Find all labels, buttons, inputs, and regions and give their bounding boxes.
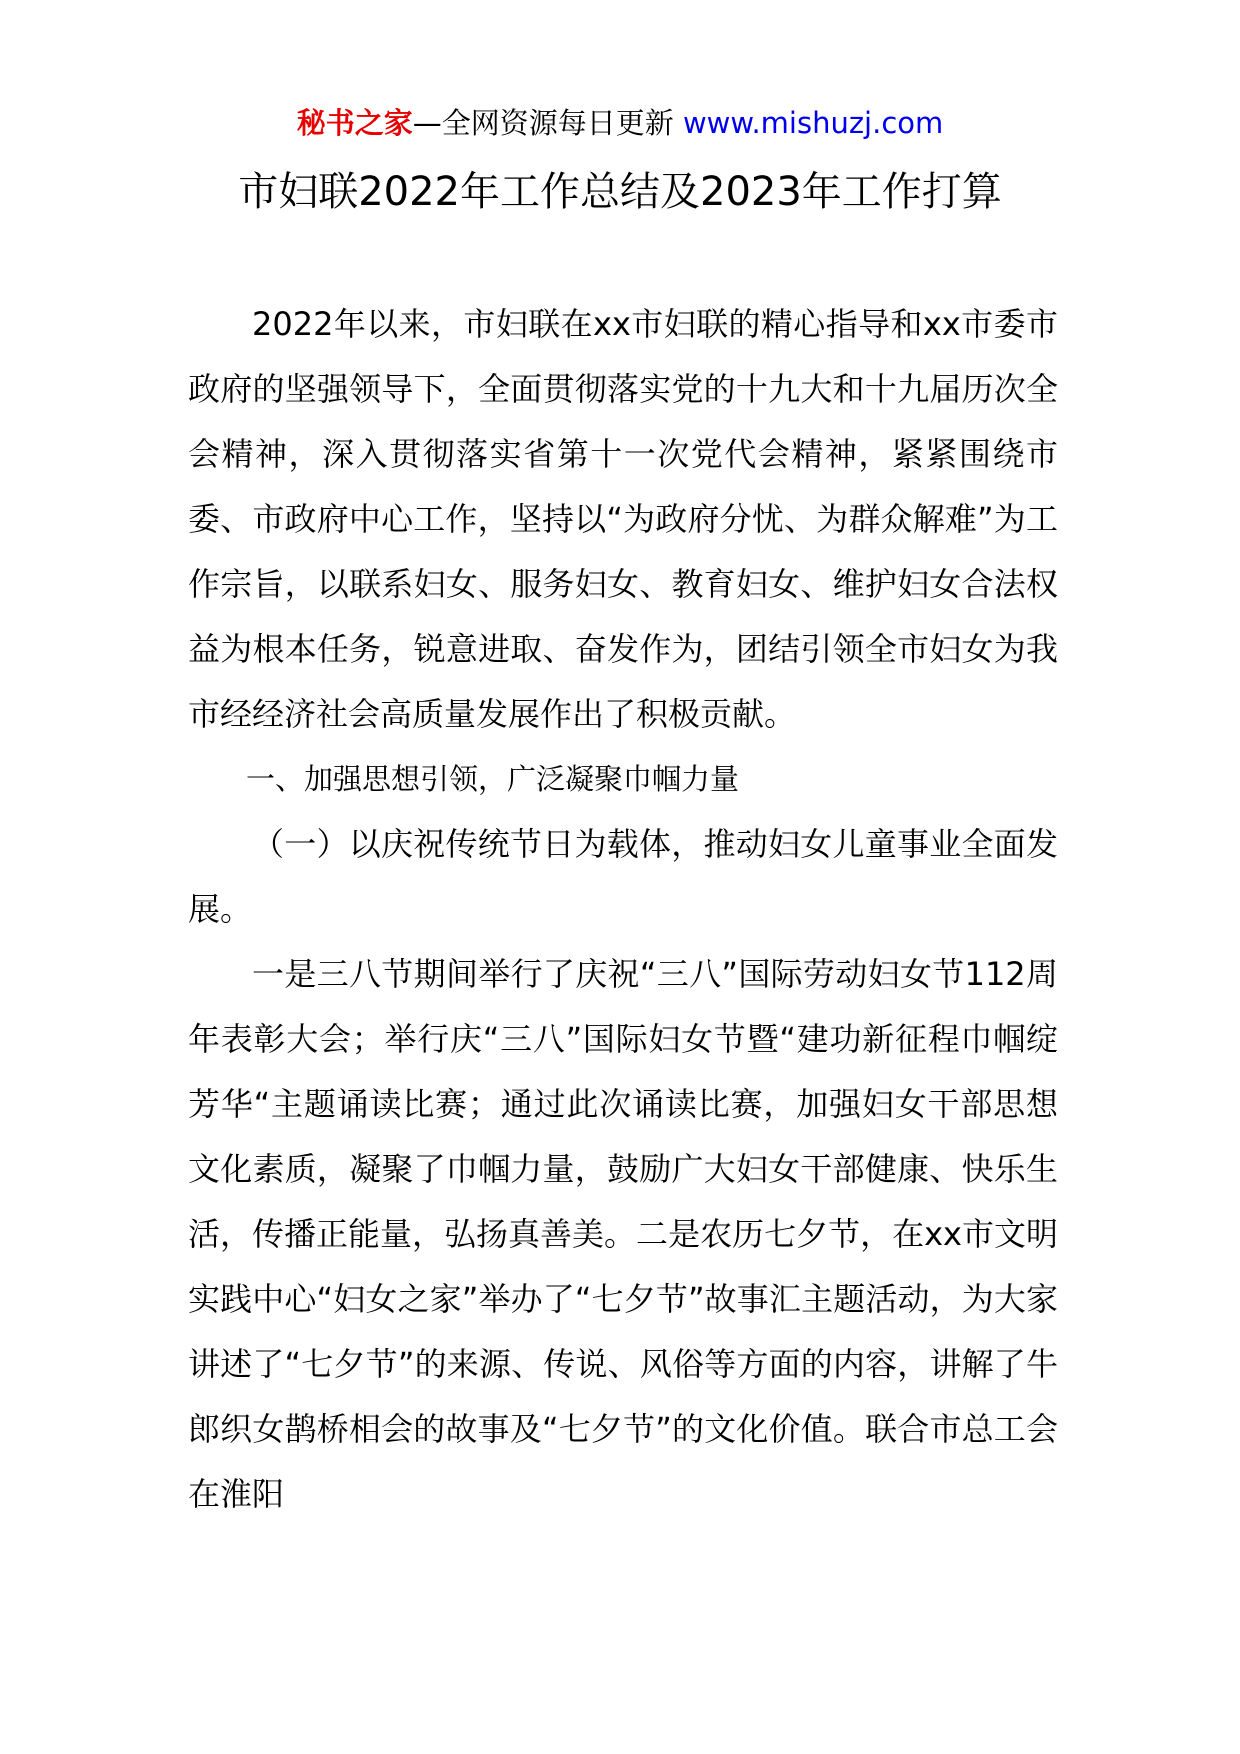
site-brand: 秘书之家 [296, 106, 413, 140]
intro-paragraph: 2022年以来，市妇联在xx市妇联的精心指导和xx市委市政府的坚强领导下，全面贯彻落实党的十九大和十九届历次全会精神，深入贯彻落实省第十一次党代会精神，紧紧围绕市委、市政府中心工作，坚持以“为政府分忧、为群众解难”为工作宗旨，以联系妇女、服务妇女、教育妇女、维护妇女合法权益为根本任务，锐意进取、奋发作为，团结引领全市妇女为我市经经济社会高质量发展作出了积极贡献。 [188, 305, 1058, 733]
site-header [0, 103, 1240, 143]
document-body [188, 292, 1058, 1527]
site-tagline: —全网资源每日更新 [412, 106, 674, 140]
body-paragraph: 一是三八节期间举行了庆祝“三八”国际劳动妇女节112周年表彰大会；举行庆“三八”国际妇女节暨“建功新征程巾帼绽芳华“主题诵读比赛；通过此次诵读比赛，加强妇女干部思想文化素质，凝聚了巾帼力量，鼓励广大妇女干部健康、快乐生活，传播正能量，弘扬真善美。二是农历七夕节，在xx市文明实践中心“妇女之家”举办了“七夕节”故事汇主题活动，为大家讲述了“七夕节”的来源、传说、风俗等方面的内容，讲解了牛郎织女鹊桥相会的故事及“七夕节”的文化价值。联合市总工会在淮阳 [188, 955, 1058, 1513]
section-heading: 一、加强思想引领，广泛凝聚巾帼力量 [246, 762, 740, 796]
subsection-heading: （一）以庆祝传统节日为载体，推动妇女儿童事业全面发展。 [188, 825, 1058, 928]
document-title: 市妇联2022年工作总结及2023年工作打算 [238, 169, 1002, 215]
site-url-link[interactable]: www.mishuzj.com [682, 106, 944, 140]
